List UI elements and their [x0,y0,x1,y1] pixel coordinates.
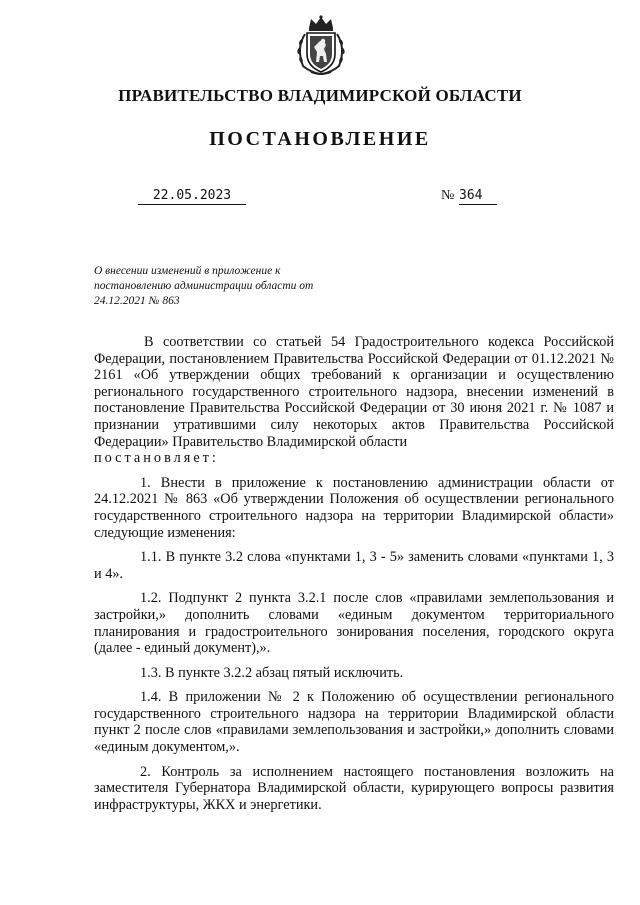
clause-1-4: 1.4. В приложении № 2 к Положению об осуществлении регионального государственного строительного надзора на территории Владимирской области пункт 2 после слов «правилами землепользования и застройки,» дополнить словами «единым документом,». [94,689,614,756]
clause-1-3: 1.3. В пункте 3.2.2 абзац пятый исключить. [140,664,404,681]
clause-2: 2. Контроль за исполнением настоящего постановления возложить на заместителя Губернатора Владимирской области, курирующего вопросы развития инфраструктуры, ЖКХ и энергетики. [94,763,614,813]
clause-1-2: 1.2. Подпункт 2 пункта 3.2.1 после слов «правилами землепользования и застройки,» дополнить словами «единым документом территориального планирования и градостроительного зонирования поселения, городского округа (далее - единый документ),». [94,590,614,657]
clause-1: 1. Внести в приложение к постановлению администрации области от 24.12.2021 № 863 «Об утверждении Положения об осуществлении регионального государственного строительного надзора на территории Владимирской области» следующие изменения: [94,474,614,541]
preamble-text: В соответствии со статьей 54 Градостроительного кодекса Российской Федерации, постановлением Правительства Российской Федерации от 01.12.2021 № 2161 «Об утверждении общих требований к организации и осуществлению регионального государственного строительного надзора, внесении изменений в постановление Правительства Российской Федерации от 30 июня 2021 г. № 1087 и признании утратившими силу некоторых актов Правительства Российской Федерации» Правительство Владимирской области [94,334,614,450]
document-subject: О внесении изменений в приложение к постановлению администрации области от 24.12.2021 № 863 [94,265,314,307]
vladimir-oblast-coat-of-arms-icon [293,14,349,76]
organization-name: ПРАВИТЕЛЬСТВО ВЛАДИМИРСКОЙ ОБЛАСТИ [118,86,522,105]
preamble-paragraph [94,334,614,467]
clause-1-1: 1.1. В пункте 3.2 слова «пунктами 1, 3 - 5» заменить словами «пунктами 1, 3 и 4». [94,549,614,582]
document-body [94,334,614,821]
document-number: 364 [459,188,497,205]
resolves-word: постановляет: [94,450,219,467]
document-date: 22.05.2023 [138,188,246,205]
number-sign: № [441,188,455,203]
document-type-title: ПОСТАНОВЛЕНИЕ [209,128,431,150]
